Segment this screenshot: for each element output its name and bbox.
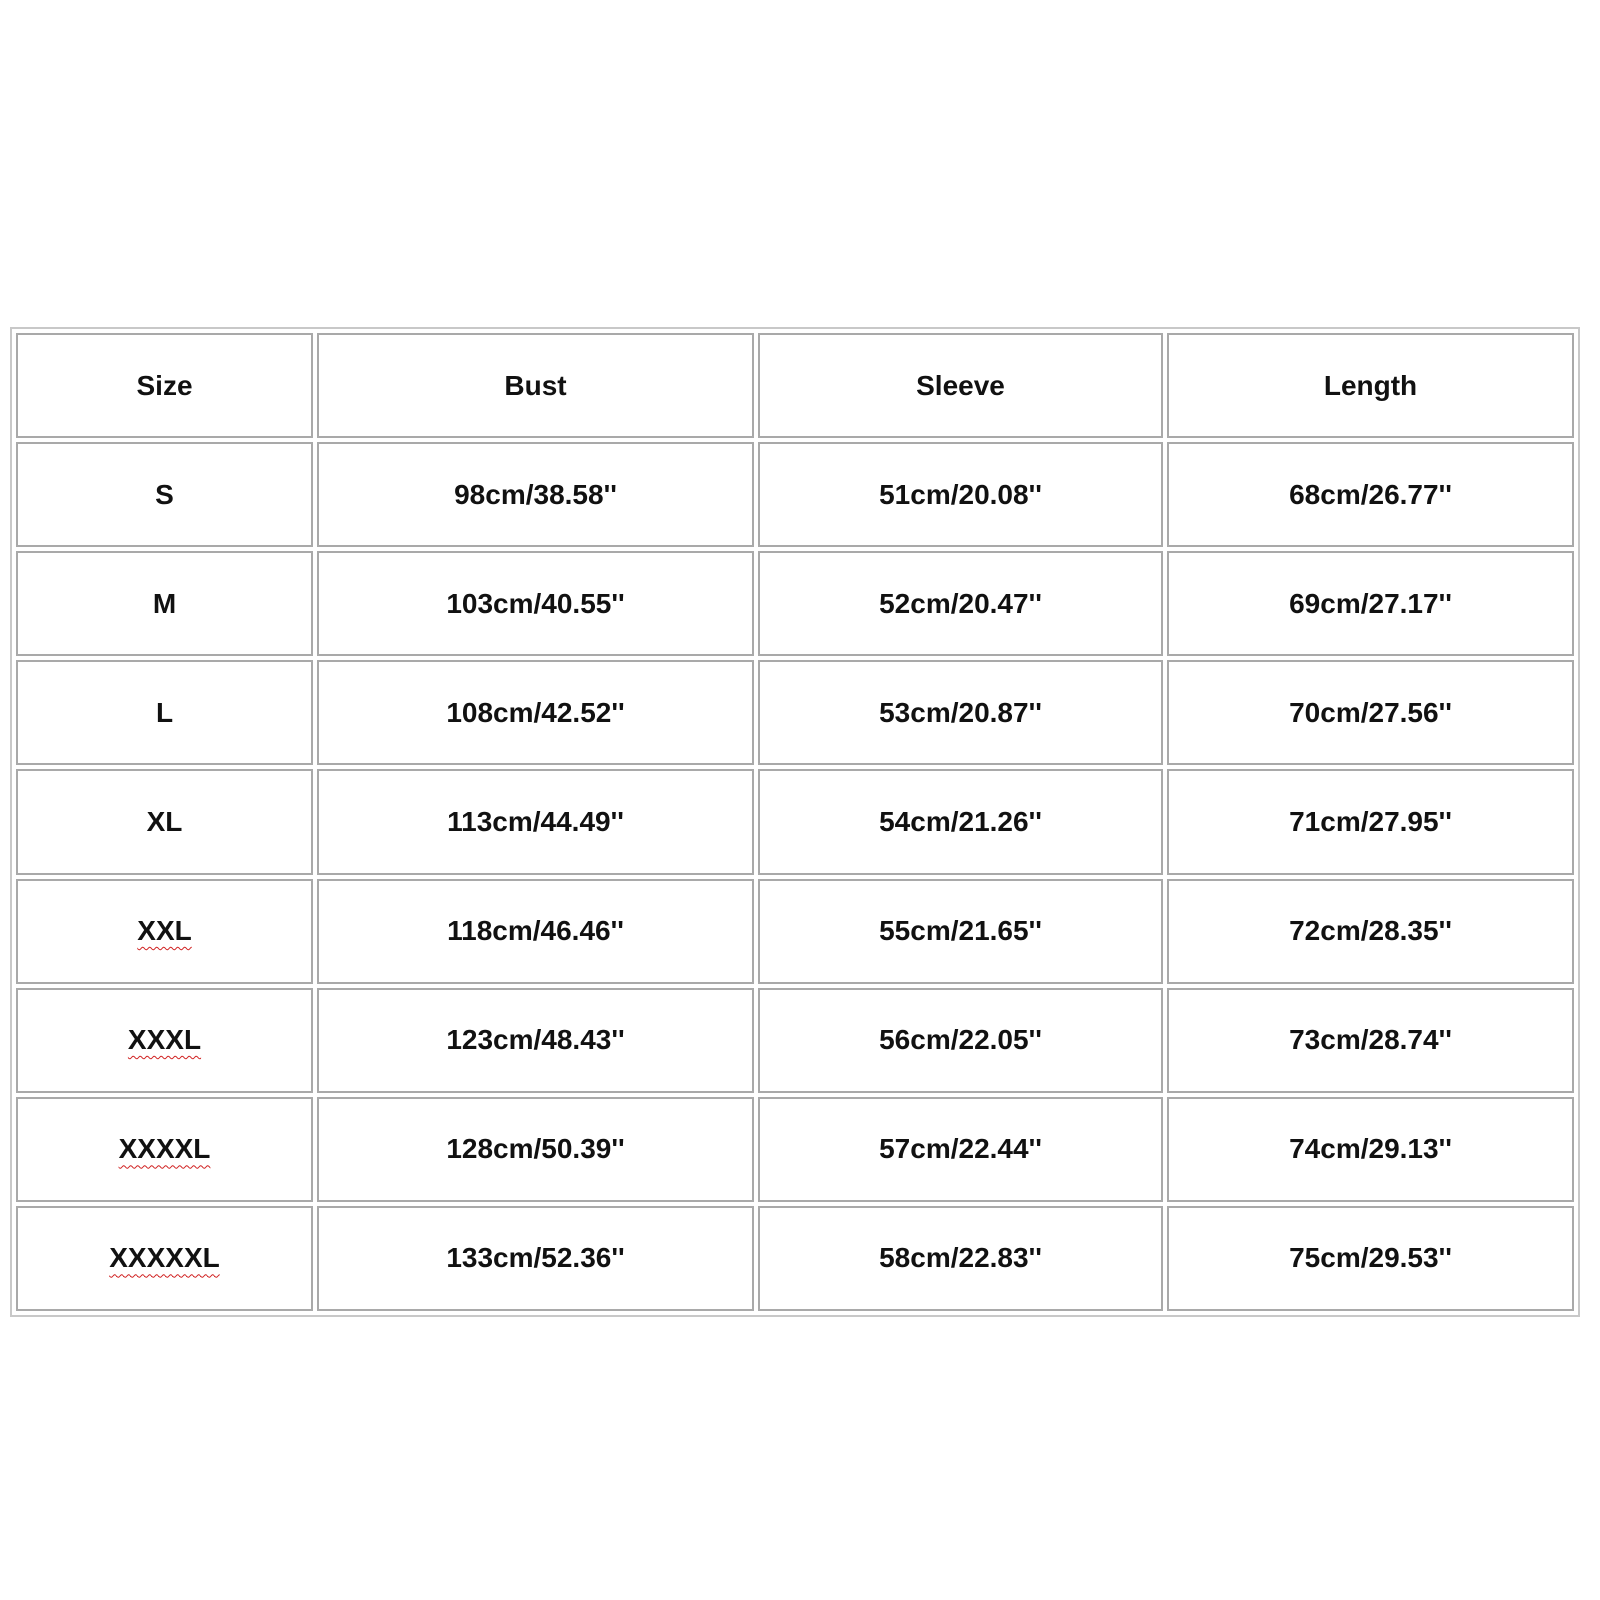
size-chart-container: [10, 327, 1580, 1317]
size-label-spellcheck: XXXXXL: [109, 1242, 220, 1274]
size-chart-table: [12, 329, 1578, 1315]
cell-sleeve: 53cm/20.87'': [758, 660, 1163, 765]
cell-bust: 123cm/48.43'': [317, 988, 754, 1093]
size-label-spellcheck: XXXXL: [118, 1133, 211, 1165]
cell-bust: 133cm/52.36'': [317, 1206, 754, 1311]
table-row: [16, 442, 1574, 547]
cell-length: 68cm/26.77'': [1167, 442, 1574, 547]
header-row: [16, 333, 1574, 438]
table-row: [16, 988, 1574, 1093]
cell-size: L: [16, 660, 313, 765]
cell-size: XL: [16, 769, 313, 874]
table-row: [16, 1097, 1574, 1202]
cell-length: 74cm/29.13'': [1167, 1097, 1574, 1202]
cell-length: 73cm/28.74'': [1167, 988, 1574, 1093]
header-length: Length: [1167, 333, 1574, 438]
cell-sleeve: 51cm/20.08'': [758, 442, 1163, 547]
cell-sleeve: 57cm/22.44'': [758, 1097, 1163, 1202]
cell-length: 71cm/27.95'': [1167, 769, 1574, 874]
cell-sleeve: 52cm/20.47'': [758, 551, 1163, 656]
table-row: [16, 551, 1574, 656]
cell-bust: 113cm/44.49'': [317, 769, 754, 874]
cell-size: [16, 879, 313, 984]
size-label-spellcheck: XXXL: [127, 1024, 202, 1056]
cell-sleeve: 56cm/22.05'': [758, 988, 1163, 1093]
cell-length: 75cm/29.53'': [1167, 1206, 1574, 1311]
cell-bust: 103cm/40.55'': [317, 551, 754, 656]
table-row: [16, 660, 1574, 765]
table-row: [16, 769, 1574, 874]
cell-length: 69cm/27.17'': [1167, 551, 1574, 656]
cell-size: [16, 988, 313, 1093]
cell-sleeve: 58cm/22.83'': [758, 1206, 1163, 1311]
cell-bust: 98cm/38.58'': [317, 442, 754, 547]
cell-bust: 128cm/50.39'': [317, 1097, 754, 1202]
cell-bust: 118cm/46.46'': [317, 879, 754, 984]
header-sleeve: Sleeve: [758, 333, 1163, 438]
cell-sleeve: 54cm/21.26'': [758, 769, 1163, 874]
cell-bust: 108cm/42.52'': [317, 660, 754, 765]
header-size: Size: [16, 333, 313, 438]
cell-sleeve: 55cm/21.65'': [758, 879, 1163, 984]
cell-size: [16, 1206, 313, 1311]
table-row: [16, 879, 1574, 984]
cell-length: 70cm/27.56'': [1167, 660, 1574, 765]
cell-size: M: [16, 551, 313, 656]
size-label-spellcheck: XXL: [137, 915, 192, 947]
header-bust: Bust: [317, 333, 754, 438]
table-row: [16, 1206, 1574, 1311]
cell-length: 72cm/28.35'': [1167, 879, 1574, 984]
cell-size: S: [16, 442, 313, 547]
cell-size: [16, 1097, 313, 1202]
